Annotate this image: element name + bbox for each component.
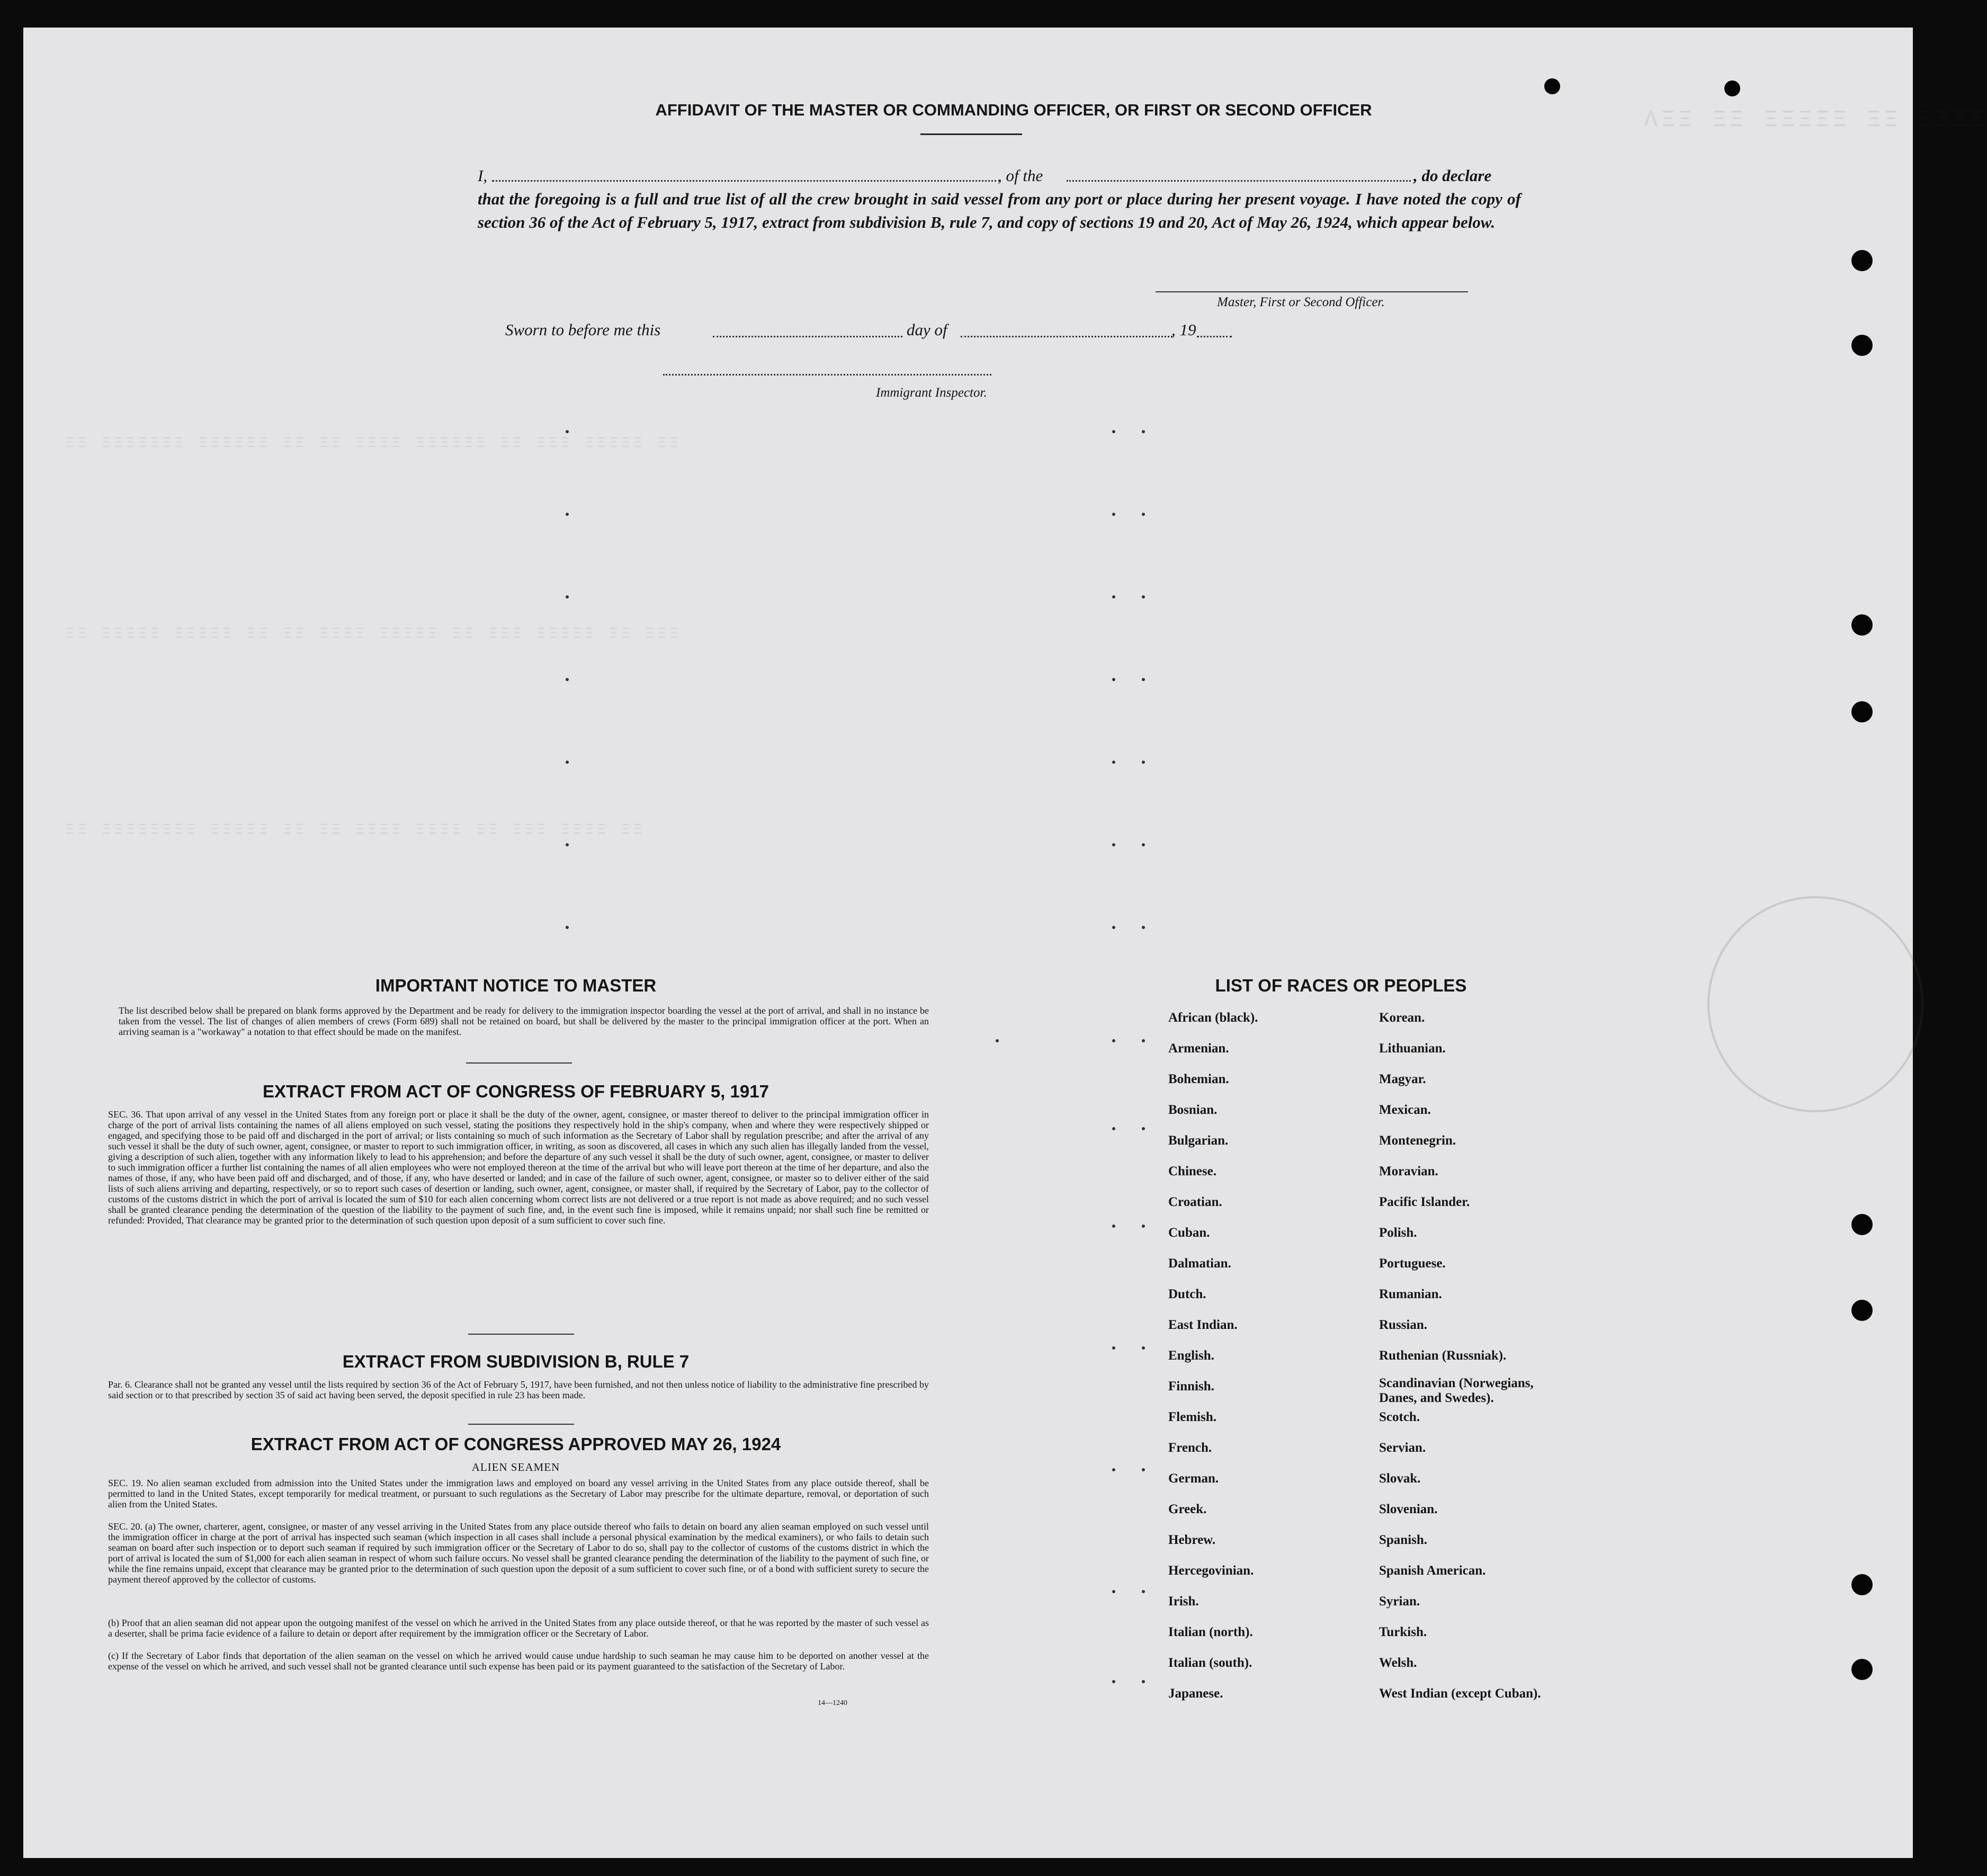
notice-heading: IMPORTANT NOTICE TO MASTER bbox=[375, 976, 657, 995]
race-item: Dutch. bbox=[1168, 1287, 1206, 1301]
extract-1917-heading: EXTRACT FROM ACT OF CONGRESS OF FEBRUARY 5, 1917 bbox=[263, 1082, 769, 1101]
bleed-through-text: ΛΞΞ ΞΞ ΞΞΞΞΞ ΞΞ ΞΞΞΞ bbox=[1644, 107, 1987, 133]
binder-hole bbox=[1544, 78, 1560, 94]
race-item: Welsh. bbox=[1379, 1656, 1417, 1670]
race-item: Servian. bbox=[1379, 1441, 1426, 1455]
race-item: Russian. bbox=[1379, 1318, 1428, 1332]
rule7-heading: EXTRACT FROM SUBDIVISION B, RULE 7 bbox=[342, 1352, 690, 1371]
race-item: Korean. bbox=[1379, 1011, 1425, 1025]
race-item: Spanish American. bbox=[1379, 1564, 1486, 1578]
master-signature-line[interactable] bbox=[1156, 291, 1468, 292]
divider bbox=[468, 1424, 574, 1425]
race-item: East Indian. bbox=[1168, 1318, 1238, 1332]
race-item: Rumanian. bbox=[1379, 1287, 1442, 1301]
master-signature-label: Master, First or Second Officer. bbox=[1217, 295, 1385, 309]
sec20c-body: (c) If the Secretary of Labor finds that deportation of the alien seaman on the vessel on which he arrived would cause undue hardship to such seaman he may cause him to be deported on another vessel at the expense of the vessel on which he arrived, and such vessel shall not be granted clearance until such expense has been paid or its payment guaranteed to the satisfaction of the Secretary of Labor. bbox=[108, 1650, 929, 1672]
race-item: Italian (south). bbox=[1168, 1656, 1252, 1670]
divider bbox=[468, 1334, 574, 1335]
title-underline bbox=[920, 133, 1022, 135]
race-item: French. bbox=[1168, 1441, 1212, 1455]
bleed-through-text: ΞΞ ΞΞΞΞΞΞΞΞ ΞΞΞΞΞ ΞΞ ΞΞ ΞΞΞΞ ΞΞΞΞ ΞΞ ΞΞΞ ΞΞΞΞ ΞΞ bbox=[66, 822, 646, 838]
race-item: Magyar. bbox=[1379, 1072, 1426, 1086]
race-item: Irish. bbox=[1168, 1594, 1199, 1609]
race-item: Italian (north). bbox=[1168, 1625, 1253, 1639]
binder-hole bbox=[1724, 81, 1740, 96]
race-item: Bohemian. bbox=[1168, 1072, 1229, 1086]
affidavit-body: that the foregoing is a full and true list of all the crew brought in said vessel from any port or place during her present voyage. I have noted the copy of section 36 of the Act of February 5, 1917, extract from subdivision B, rule 7, and copy of sections 19 and 20, Act of May 26, 1924, which appear below. bbox=[478, 190, 1521, 231]
race-item: English. bbox=[1168, 1348, 1214, 1363]
race-item: Finnish. bbox=[1168, 1379, 1214, 1393]
inspector-label: Immigrant Inspector. bbox=[876, 386, 987, 400]
race-item: Dalmatian. bbox=[1168, 1256, 1231, 1271]
race-item: Croatian. bbox=[1168, 1195, 1222, 1209]
race-item: Japanese. bbox=[1168, 1686, 1223, 1701]
race-item: Greek. bbox=[1168, 1502, 1207, 1516]
sworn-year-field[interactable] bbox=[1197, 336, 1232, 337]
binder-hole bbox=[1851, 1300, 1873, 1321]
vessel-name-field[interactable] bbox=[1067, 180, 1411, 182]
race-item: Slovenian. bbox=[1379, 1502, 1438, 1516]
race-item: West Indian (except Cuban). bbox=[1379, 1686, 1541, 1701]
binder-hole bbox=[1851, 701, 1873, 722]
race-item: Polish. bbox=[1379, 1226, 1417, 1240]
race-item: Armenian. bbox=[1168, 1041, 1229, 1056]
alien-seamen-subheading: ALIEN SEAMEN bbox=[471, 1461, 560, 1473]
sec19-body: SEC. 19. No alien seaman excluded from admission into the United States under the immigration laws and employed on board any vessel arriving in the United States from any place outside thereof, shall be permitted to land in the United States, except temporarily for medical treatment, or pursuant to such regulations as the Secretary of Labor may prescribe for the ultimate departure, removal, or deportation of such alien from the United States. bbox=[108, 1478, 929, 1509]
sworn-month-field[interactable] bbox=[961, 336, 1172, 337]
affidavit-declare-label: , do declare bbox=[1413, 166, 1492, 185]
race-item: Pacific Islander. bbox=[1379, 1195, 1470, 1209]
sec20b-body: (b) Proof that an alien seaman did not appear upon the outgoing manifest of the vessel on which he arrived in the United States from any place outside thereof, or that he was reported by the master of such vessel as a deserter, shall be prima facie evidence of a failure to detain or deport after requirement by the immigration officer or the Secretary of Labor. bbox=[108, 1618, 929, 1639]
day-of-label: day of bbox=[907, 320, 947, 339]
divider bbox=[466, 1062, 572, 1064]
affidavit-i-label: I, bbox=[478, 166, 488, 185]
race-item: Portuguese. bbox=[1379, 1256, 1446, 1271]
race-item: Syrian. bbox=[1379, 1594, 1420, 1609]
inspector-signature-line[interactable] bbox=[663, 374, 991, 376]
race-item: Cuban. bbox=[1168, 1226, 1210, 1240]
race-item: Scandinavian (Norwegians, Danes, and Swedes). bbox=[1379, 1376, 1534, 1405]
race-item: Flemish. bbox=[1168, 1410, 1216, 1424]
race-item: Lithuanian. bbox=[1379, 1041, 1446, 1056]
race-item: Slovak. bbox=[1379, 1471, 1421, 1486]
binder-hole bbox=[1851, 335, 1873, 356]
officer-name-field[interactable] bbox=[492, 180, 1000, 182]
race-item: Ruthenian (Russniak). bbox=[1379, 1348, 1507, 1363]
binder-hole bbox=[1851, 250, 1873, 271]
sworn-label: Sworn to before me this bbox=[505, 320, 661, 339]
affidavit-title: AFFIDAVIT OF THE MASTER OR COMMANDING OFFICER, OR FIRST OR SECOND OFFICER bbox=[655, 101, 1372, 119]
race-item: Hebrew. bbox=[1168, 1533, 1216, 1547]
race-item: German. bbox=[1168, 1471, 1219, 1486]
sec20a-body: SEC. 20. (a) The owner, charterer, agent, consignee, or master of any vessel arriving in the United States from any place outside thereof who fails to detain on board any alien seaman employed on such vessel until the immigration officer in charge at the port of arrival has inspected such seaman (which inspection in all cases shall include a personal physical examination by the medical examiners), or who fails to detain such seaman on board after such inspection or to deport such seaman if required by such immigration officer or the Secretary of Labor to do so, shall pay to the collector of customs of the customs district in which the port of arrival is located the sum of $1,000 for each alien seaman in respect of whom such failure occurs. No vessel shall be granted clearance pending the determination of the liability to the payment of such fine, or while the fine remains unpaid, except that clearance may be granted prior to the determination of such question upon the deposit of a sum sufficient to cover such fine, or of a bond with sufficient surety to secure the payment thereof approved by the collector of customs. bbox=[108, 1521, 929, 1585]
notice-body: The list described below shall be prepared on blank forms approved by the Department and be ready for delivery to the immigration inspector boarding the vessel at the port of arrival, and shall in no instance be taken from the vessel. The list of changes of alien members of crews (Form 689) shall not be retained on board, but shall be delivered by the master to the principal immigration officer at the port. When an arriving seaman is a "workaway" a notation to that effect should be made on the manifest. bbox=[119, 1005, 929, 1037]
race-item: Hercegovinian. bbox=[1168, 1564, 1254, 1578]
form-number: 14—1240 bbox=[818, 1699, 847, 1707]
affidavit-of-the-label: , of the bbox=[998, 166, 1043, 185]
faint-stamp bbox=[1707, 896, 1923, 1112]
race-item: Moravian. bbox=[1379, 1164, 1438, 1178]
race-item: Montenegrin. bbox=[1379, 1133, 1456, 1148]
bleed-through-text: ΞΞ ΞΞΞΞΞΞΞ ΞΞΞΞΞΞ ΞΞ ΞΞ ΞΞΞΞ ΞΞΞΞΞΞ ΞΞ ΞΞΞ ΞΞΞΞΞ ΞΞ bbox=[66, 435, 682, 452]
race-item: Spanish. bbox=[1379, 1533, 1428, 1547]
binder-hole bbox=[1851, 614, 1873, 636]
races-heading: LIST OF RACES OR PEOPLES bbox=[1215, 976, 1467, 995]
race-item: African (black). bbox=[1168, 1011, 1258, 1025]
race-item: Bulgarian. bbox=[1168, 1133, 1229, 1148]
binder-hole bbox=[1851, 1574, 1873, 1595]
race-item: Mexican. bbox=[1379, 1103, 1431, 1117]
binder-hole bbox=[1851, 1659, 1873, 1680]
bleed-through-text: ΞΞ ΞΞΞΞΞ ΞΞΞΞΞ ΞΞ ΞΞ ΞΞΞΞ ΞΞΞΞΞ ΞΞ ΞΞΞ ΞΞΞΞΞ ΞΞ ΞΞΞ bbox=[66, 626, 682, 642]
race-item: Bosnian. bbox=[1168, 1103, 1218, 1117]
rule7-body: Par. 6. Clearance shall not be granted any vessel until the lists required by section 36 of the Act of February 5, 1917, have been furnished, and not then unless notice of liability to the administrative fine prescribed by said section or to that prescribed by section 35 of said act having been served, the deposit specified in rule 23 has been made. bbox=[108, 1379, 929, 1400]
sworn-day-field[interactable] bbox=[713, 336, 902, 337]
binder-hole bbox=[1851, 1214, 1873, 1235]
race-item: Turkish. bbox=[1379, 1625, 1427, 1639]
race-item: Chinese. bbox=[1168, 1164, 1216, 1178]
race-item: Scotch. bbox=[1379, 1410, 1420, 1424]
extract-1924-heading: EXTRACT FROM ACT OF CONGRESS APPROVED MAY 26, 1924 bbox=[250, 1434, 781, 1454]
extract-1917-body: SEC. 36. That upon arrival of any vessel in the United States from any foreign port or place it shall be the duty of the owner, agent, consignee, or master thereof to deliver to the principal immigration officer in charge of the port of arrival lists containing the names of all aliens employed on such vessel, stating the positions they respectively hold in the ship's company, when and where they were respectively shipped or engaged, and specifying those to be paid off and discharged in the port of arrival; or lists containing so much of such information as the Secretary of Labor shall by regulation prescribe; and after the arrival of any such vessel it shall be the duty of such owner, agent, consignee, or master to report to such immigration officer, in writing, as soon as discovered, all cases in which any such alien has illegally landed from the vessel, giving a description of such alien, together with any information likely to lead to his apprehension; and before the departure of any such vessel it shall be the duty of such owner, agent, consignee, or master to deliver to such immigration officer a further list containing the names of all alien employees who were not employed thereon at the time of the arrival but who will leave port thereon at the time of her departure, and also the names of those, if any, who have been paid off and discharged, and of those, if any, who have deserted or landed; and in case of the failure of such owner, agent, consignee, or master so to deliver either of the said lists of such aliens arriving and departing, respectively, or so to report such cases of desertion or landing, such owner, agent, consignee, or master shall, if required by the Secretary of Labor, pay to the collector of customs of the customs district in which the port of arrival is located the sum of $10 for each alien concerning whom correct lists are not delivered or a true report is not made as above required; and no such vessel shall be granted clearance pending the determination of the question of the liability to the payment of such fine, and, in the event such fine is imposed, while it remains unpaid; nor shall such fine be remitted or refunded: Provided, That clearance may be granted prior to the determination of such question upon deposit of a sum sufficient to cover such fine. bbox=[108, 1109, 929, 1226]
year-label: , 19 bbox=[1171, 320, 1196, 339]
form-page bbox=[23, 28, 1987, 1858]
